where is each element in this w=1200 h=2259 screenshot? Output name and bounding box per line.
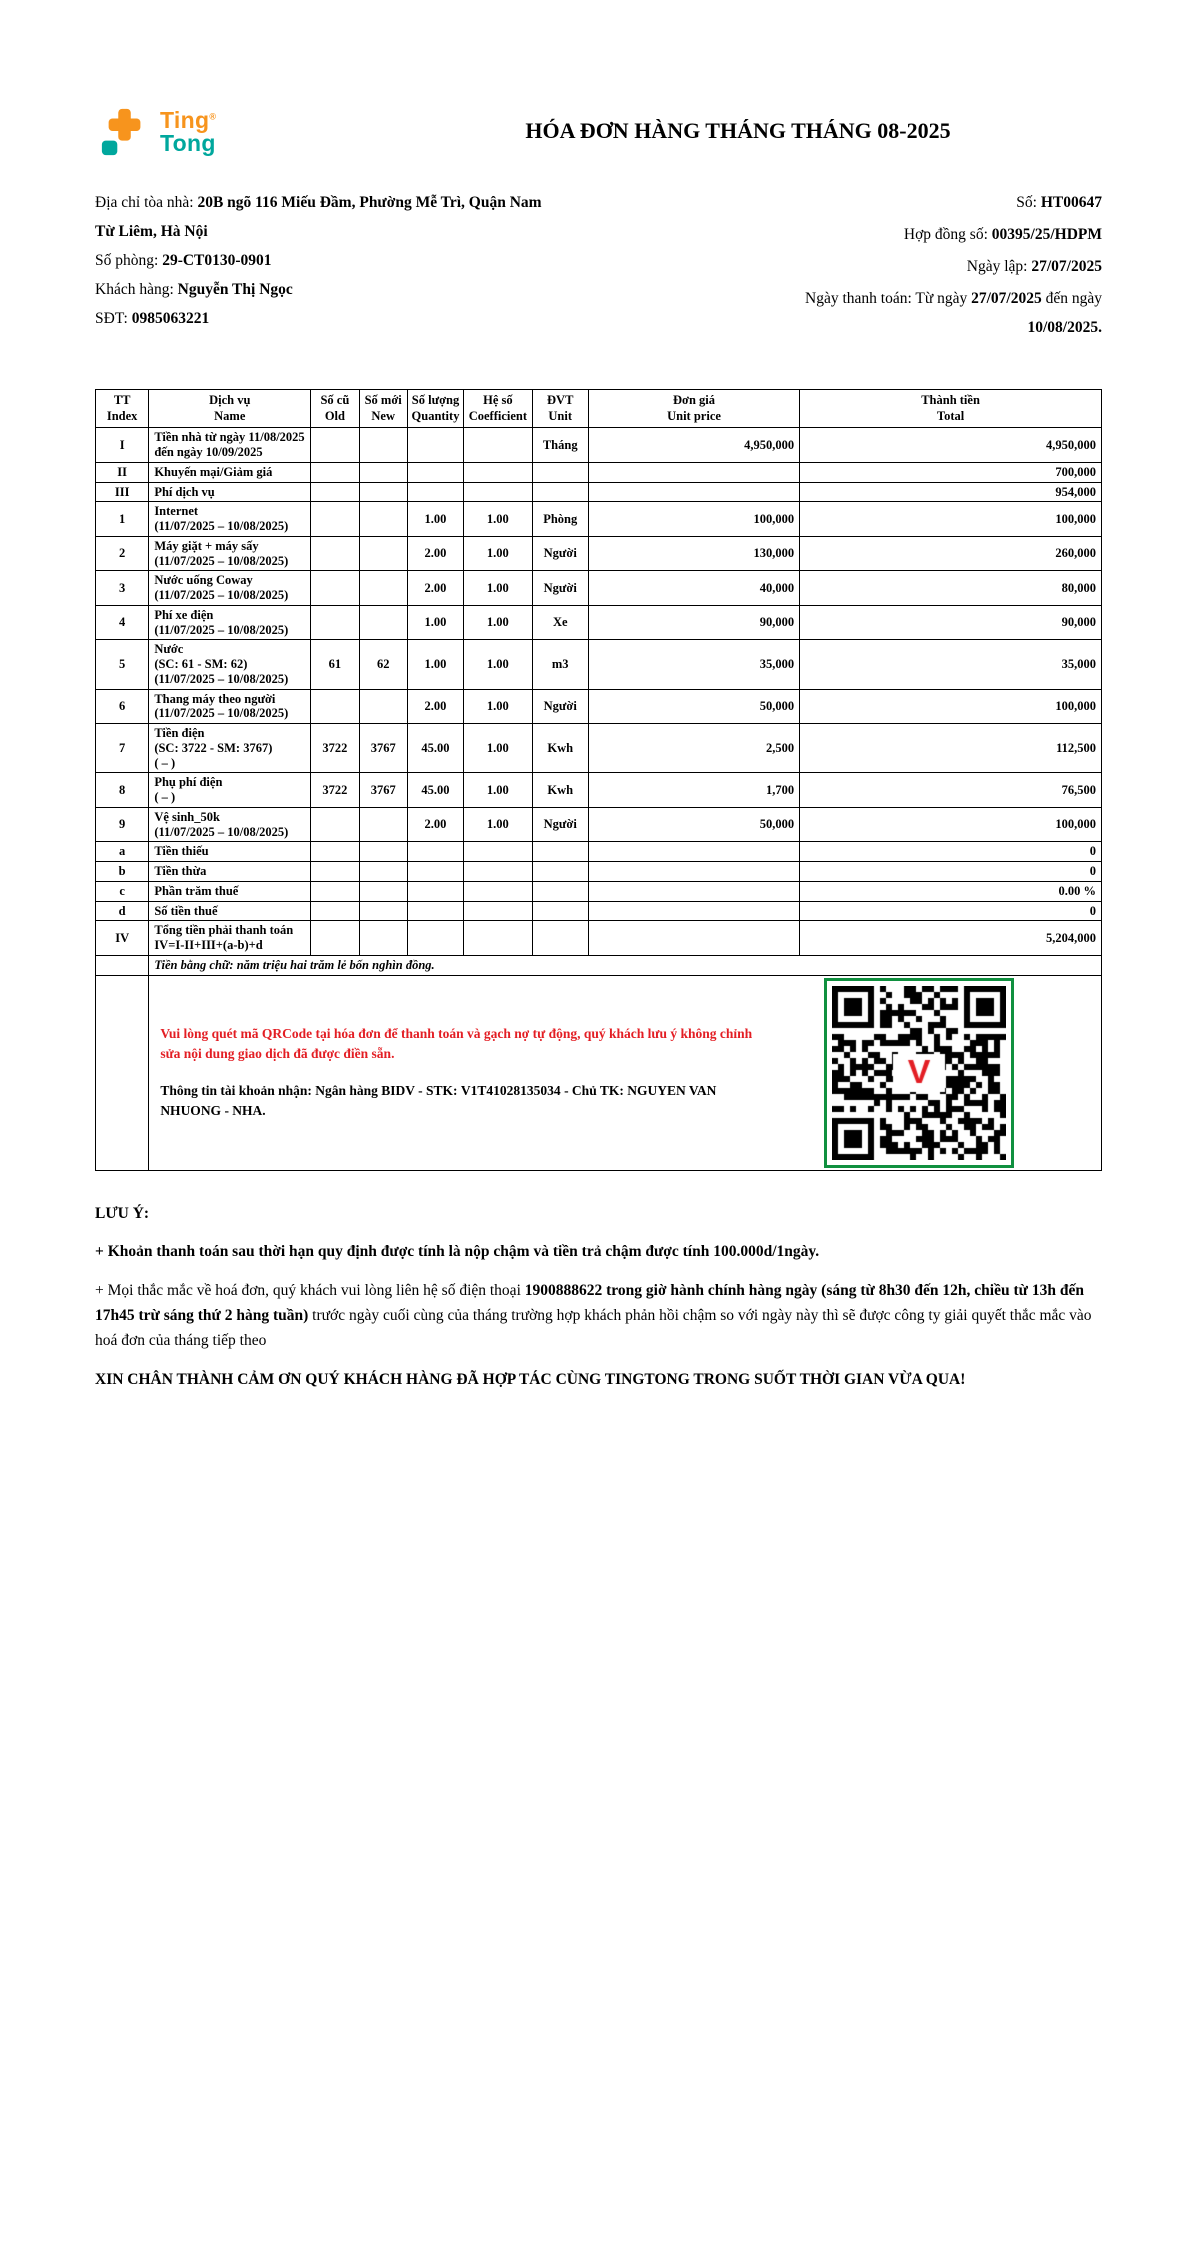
cell-total: 100,000 (800, 502, 1102, 537)
service-name-line: đến ngày 10/09/2025 (154, 445, 263, 459)
service-name-line: Tiền điện (154, 726, 205, 740)
column-header-index (96, 390, 149, 428)
cell-name (149, 571, 311, 606)
cell-total: 80,000 (800, 571, 1102, 606)
table-row (96, 724, 1102, 773)
logo-line-tong: Tong (160, 130, 216, 156)
cell-new (359, 536, 407, 571)
qr-code-frame (824, 978, 1014, 1168)
column-header-line: Old (324, 408, 345, 423)
table-row (96, 428, 1102, 463)
late-payment-note: + Khoản thanh toán sau thời hạn quy định được tính là nộp chậm và tiền trả chậm được tính 100.000d/1ngày. (95, 1242, 820, 1260)
cell-qty (407, 862, 463, 882)
cell-name (149, 482, 311, 502)
cell-new (359, 881, 407, 901)
cell-total: 0 (800, 862, 1102, 882)
service-name-line: (11/07/2025 – 10/08/2025) (154, 706, 289, 721)
cell-price: 90,000 (588, 605, 799, 640)
cell-price (588, 462, 799, 482)
cell-price: 35,000 (588, 640, 799, 689)
cell-index: 1 (96, 502, 149, 537)
table-row (96, 881, 1102, 901)
cell-old (311, 571, 359, 606)
cell-index: 3 (96, 571, 149, 606)
building-address (95, 188, 543, 246)
cell-coef (464, 428, 532, 463)
cell-qty: 2.00 (407, 807, 463, 842)
table-row (96, 862, 1102, 882)
value-text: 27/07/2025 (971, 290, 1042, 307)
column-header-line: Unit price (667, 408, 721, 423)
cell-index: IV (96, 921, 149, 956)
cell-new: 3767 (359, 724, 407, 773)
cell-unit: Kwh (532, 773, 588, 808)
service-name-line: (11/07/2025 – 10/08/2025) (154, 519, 289, 533)
cell-name (149, 807, 311, 842)
service-name-line: Internet (154, 504, 199, 519)
column-header-line: New (371, 408, 395, 423)
label-text: Ngày thanh toán: Từ ngày (805, 290, 972, 307)
qr-row (96, 975, 1102, 1170)
cell-coef (464, 462, 532, 482)
cell-coef: 1.00 (464, 502, 532, 537)
cell-old (311, 605, 359, 640)
cell-name (149, 881, 311, 901)
value-text: Nguyễn Thị Ngọc (177, 281, 293, 298)
cell-total: 260,000 (800, 536, 1102, 571)
customer-name (95, 275, 543, 304)
cell-total: 35,000 (800, 640, 1102, 689)
qr-instructions (154, 1024, 764, 1121)
table-row (96, 482, 1102, 502)
cell-price (588, 921, 799, 956)
table-row (96, 502, 1102, 537)
cell-index: I (96, 428, 149, 463)
table-row (96, 901, 1102, 921)
cell-old: 3722 (311, 724, 359, 773)
cell-new (359, 807, 407, 842)
cell-coef: 1.00 (464, 724, 532, 773)
cell-unit: Phòng (532, 502, 588, 537)
cell-coef (464, 881, 532, 901)
cell-name (149, 901, 311, 921)
cell-price (588, 881, 799, 901)
service-name-line: (11/07/2025 – 10/08/2025) (154, 671, 289, 686)
cell-new: 62 (359, 640, 407, 689)
invoice-number (757, 188, 1102, 217)
invoice-table-body (96, 428, 1102, 956)
cell-index: a (96, 842, 149, 862)
cell-old (311, 462, 359, 482)
column-header-line: Số mới (364, 393, 402, 407)
cell-price (588, 901, 799, 921)
amount-words-row (96, 955, 1102, 975)
column-header-unit (532, 390, 588, 428)
column-header-price (588, 390, 799, 428)
cell-unit: Xe (532, 605, 588, 640)
cell-old (311, 428, 359, 463)
cell-qty: 1.00 (407, 605, 463, 640)
cell-index: 6 (96, 689, 149, 724)
cell-unit (532, 921, 588, 956)
cell-index: 7 (96, 724, 149, 773)
customer-phone (95, 304, 543, 333)
table-row (96, 807, 1102, 842)
table-row (96, 773, 1102, 808)
cell-unit: Người (532, 536, 588, 571)
logo-line-ting (160, 106, 217, 133)
cell-qty (407, 482, 463, 502)
cell-qty: 2.00 (407, 536, 463, 571)
cell-price: 4,950,000 (588, 428, 799, 463)
value-text: 0985063221 (131, 310, 210, 327)
cell-unit (532, 482, 588, 502)
cell-new (359, 502, 407, 537)
service-name-line: Máy giặt + máy sấy (154, 538, 259, 553)
cell-name (149, 689, 311, 724)
value-text: 1900888622 trong giờ hành chính hàng ngày (sáng từ 8h30 đến 12h, chiều từ 13h đến 17h45 trừ sáng thứ 2 hàng tuần) (95, 1281, 1084, 1324)
cell-name (149, 605, 311, 640)
column-header-line: Số cũ (320, 393, 350, 407)
cell-price: 50,000 (588, 689, 799, 724)
value-text: 20B ngõ 116 Miếu Đầm, Phường Mễ Trì, Quận Nam Từ Liêm, Hà Nội (95, 194, 542, 240)
service-name-line: (SC: 61 - SM: 62) (154, 657, 248, 671)
column-header-new (359, 390, 407, 428)
cell-old (311, 921, 359, 956)
cell-new (359, 482, 407, 502)
table-row (96, 842, 1102, 862)
cell-new (359, 921, 407, 956)
cell-new: 3767 (359, 773, 407, 808)
cell-name (149, 773, 311, 808)
thanks-message: XIN CHÂN THÀNH CẢM ƠN QUÝ KHÁCH HÀNG ĐÃ HỢP TÁC CÙNG TINGTONG TRONG SUỐT THỜI GIAN VỪA QUA! (95, 1370, 966, 1388)
cell-total: 954,000 (800, 482, 1102, 502)
cell-old (311, 482, 359, 502)
table-row (96, 640, 1102, 689)
cell-coef: 1.00 (464, 571, 532, 606)
cell-qty: 45.00 (407, 724, 463, 773)
service-name-line: (11/07/2025 – 10/08/2025) (154, 553, 289, 568)
cell-qty (407, 428, 463, 463)
cell-coef: 1.00 (464, 536, 532, 571)
qr-layout (154, 978, 1096, 1168)
contract-number (757, 220, 1102, 249)
cell-coef: 1.00 (464, 605, 532, 640)
table-row (96, 605, 1102, 640)
amount-in-words (149, 955, 1102, 975)
service-name-line: Khuyến mại/Giảm giá (154, 464, 273, 479)
table-row (96, 689, 1102, 724)
amount-words-label: Tiền bằng chữ: (154, 957, 237, 972)
service-name-line: (11/07/2025 – 10/08/2025) (154, 622, 289, 637)
cell-coef: 1.00 (464, 689, 532, 724)
cell-name (149, 921, 311, 956)
service-name-line: Nước uống Coway (154, 573, 253, 588)
cell-price: 1,700 (588, 773, 799, 808)
service-name-line: Thang máy theo người (154, 691, 276, 706)
service-name-line: Tiền thiếu (154, 844, 209, 859)
cell-qty: 2.00 (407, 689, 463, 724)
value-text: NGUYEN VAN NHUONG - NHA. (160, 1082, 717, 1118)
value-text: 10/08/2025. (1027, 319, 1102, 336)
cell-total: 112,500 (800, 724, 1102, 773)
header (95, 106, 1102, 158)
cell-name (149, 842, 311, 862)
service-name-line: Tiền thừa (154, 864, 207, 878)
invoice-notes (95, 1205, 1102, 1392)
cell-old (311, 901, 359, 921)
cell-new (359, 571, 407, 606)
cell-index: 5 (96, 640, 149, 689)
service-name-line: Tiền nhà từ ngày 11/08/2025 (154, 430, 305, 445)
cell-index-empty (96, 955, 149, 975)
cell-name (149, 502, 311, 537)
value-text: 29-CT0130-0901 (162, 252, 272, 269)
service-name-line: (11/07/2025 – 10/08/2025) (154, 588, 289, 602)
cell-price (588, 842, 799, 862)
bank-account-info (160, 1081, 764, 1122)
service-name-line: Phụ phí điện (154, 775, 223, 790)
cell-index: 8 (96, 773, 149, 808)
cell-unit: Người (532, 571, 588, 606)
cell-total: 90,000 (800, 605, 1102, 640)
cell-price: 40,000 (588, 571, 799, 606)
cell-unit (532, 842, 588, 862)
cell-old: 3722 (311, 773, 359, 808)
qr-section (149, 975, 1102, 1170)
customer-info (95, 188, 543, 345)
cell-index: III (96, 482, 149, 502)
column-header-coef (464, 390, 532, 428)
cell-new (359, 462, 407, 482)
value-text: 00395/25/HDPM (991, 226, 1102, 243)
cell-unit: Tháng (532, 428, 588, 463)
column-header-old (311, 390, 359, 428)
invoice-table (95, 389, 1102, 1171)
table-row (96, 536, 1102, 571)
logo-ting-label: Ting (160, 106, 210, 133)
cell-price (588, 862, 799, 882)
cell-total: 100,000 (800, 689, 1102, 724)
label-text: Thông tin tài khoản nhận: Ngân hàng BIDV - STK: (160, 1082, 461, 1098)
service-name-line: Số tiền thuế (154, 903, 218, 918)
cell-new (359, 862, 407, 882)
cell-old (311, 807, 359, 842)
invoice-table-footer (96, 955, 1102, 1170)
room-number (95, 246, 543, 275)
cell-index: b (96, 862, 149, 882)
cell-unit: m3 (532, 640, 588, 689)
cell-coef (464, 862, 532, 882)
cell-new (359, 689, 407, 724)
invoice-meta (757, 188, 1102, 345)
cell-name (149, 462, 311, 482)
qr-code (832, 986, 1006, 1160)
cell-old (311, 862, 359, 882)
cell-qty: 1.00 (407, 640, 463, 689)
cell-name (149, 428, 311, 463)
cell-price: 100,000 (588, 502, 799, 537)
cell-qty: 2.00 (407, 571, 463, 606)
invoice-info (95, 188, 1102, 345)
cell-coef (464, 901, 532, 921)
label-text: Số: (1016, 194, 1041, 211)
cell-total: 0 (800, 842, 1102, 862)
label-text: Khách hàng: (95, 281, 178, 298)
cell-coef (464, 921, 532, 956)
column-header-line: TT (113, 393, 131, 407)
column-header-line: Name (214, 408, 246, 423)
cell-unit: Kwh (532, 724, 588, 773)
cell-price: 130,000 (588, 536, 799, 571)
tingtong-logo (95, 106, 216, 158)
cell-old (311, 881, 359, 901)
cell-old (311, 689, 359, 724)
label-text: Ngày lập: (966, 258, 1032, 275)
cell-old (311, 536, 359, 571)
cell-new (359, 901, 407, 921)
service-name-line: Phí dịch vụ (154, 484, 215, 499)
column-header-line: ĐVT (547, 393, 574, 407)
service-name-line: (11/07/2025 – 10/08/2025) (154, 824, 289, 839)
cell-new (359, 842, 407, 862)
column-header-line: Quantity (411, 408, 460, 423)
cell-total: 700,000 (800, 462, 1102, 482)
value-text: 27/07/2025 (1031, 258, 1102, 275)
hotline-note (95, 1278, 1102, 1353)
table-row (96, 571, 1102, 606)
cell-total: 100,000 (800, 807, 1102, 842)
cell-unit: Người (532, 689, 588, 724)
invoice-table-head-row (96, 390, 1102, 428)
cell-qty: 45.00 (407, 773, 463, 808)
cell-unit (532, 462, 588, 482)
cell-unit (532, 862, 588, 882)
cell-coef (464, 482, 532, 502)
registered-mark: ® (209, 110, 217, 121)
tingtong-logo-icon (99, 106, 151, 158)
cell-total: 0 (800, 901, 1102, 921)
cell-total: 5,204,000 (800, 921, 1102, 956)
label-text: + Mọi thắc mắc về hoá đơn, quý khách vui lòng liên hệ số điện thoại (95, 1281, 525, 1299)
amount-words-value: năm triệu hai trăm lẻ bốn nghìn đồng. (236, 957, 435, 972)
label-text: Địa chỉ tòa nhà: (95, 194, 198, 211)
qr-payment-note: Vui lòng quét mã QRCode tại hóa đơn để thanh toán và gạch nợ tự động, quý khách lưu ý không chỉnh sửa nội dung giao dịch đã được điền sẵn. (160, 1026, 753, 1062)
issue-date (757, 252, 1102, 281)
cell-coef: 1.00 (464, 773, 532, 808)
column-header-line: Số lượng (411, 393, 460, 407)
service-name-line: Tổng tiền phải thanh toán (154, 923, 294, 938)
column-header-name (149, 390, 311, 428)
cell-old (311, 502, 359, 537)
cell-coef: 1.00 (464, 640, 532, 689)
service-name-line: (SC: 3722 - SM: 3767) (154, 740, 273, 755)
cell-index: d (96, 901, 149, 921)
cell-unit (532, 901, 588, 921)
cell-name (149, 536, 311, 571)
column-header-line: Total (936, 408, 965, 423)
cell-qty (407, 881, 463, 901)
cell-name (149, 640, 311, 689)
service-name-line: ( – ) (154, 755, 176, 770)
column-header-total (800, 390, 1102, 428)
service-name-line: Nước (154, 642, 184, 657)
label-text: trước ngày cuối cùng của tháng trường hợp khách phản hồi chậm so với ngày này thì sẽ được công ty giải quyết thắc mắc vào hoá đơn của tháng tiếp theo (95, 1306, 1092, 1349)
cell-qty (407, 901, 463, 921)
cell-old: 61 (311, 640, 359, 689)
cell-total: 76,500 (800, 773, 1102, 808)
label-text: đến ngày (1041, 290, 1102, 307)
invoice-content (95, 0, 1102, 1392)
tingtong-logo-text (160, 106, 217, 156)
table-row (96, 462, 1102, 482)
cell-index: 4 (96, 605, 149, 640)
column-header-line: Unit (548, 408, 573, 423)
cell-index: 9 (96, 807, 149, 842)
service-name-line: ( – ) (154, 790, 176, 804)
cell-price: 2,500 (588, 724, 799, 773)
cell-unit: Người (532, 807, 588, 842)
service-name-line: Phí xe điện (154, 607, 214, 622)
cell-total: 0.00 % (800, 881, 1102, 901)
service-name-line: IV=I-II+III+(a-b)+d (154, 938, 263, 952)
cell-qty: 1.00 (407, 502, 463, 537)
cell-new (359, 428, 407, 463)
column-header-line: Coefficient (468, 408, 528, 423)
value-text: HT00647 (1040, 194, 1102, 211)
label-text: SĐT: (95, 310, 132, 327)
cell-coef: 1.00 (464, 807, 532, 842)
cell-index: II (96, 462, 149, 482)
cell-new (359, 605, 407, 640)
column-header-line: Index (106, 408, 138, 423)
cell-name (149, 862, 311, 882)
cell-coef (464, 842, 532, 862)
label-text: Số phòng: (95, 252, 163, 269)
service-name-line: Vệ sinh_50k (154, 809, 220, 824)
cell-total: 4,950,000 (800, 428, 1102, 463)
cell-old (311, 842, 359, 862)
cell-index: c (96, 881, 149, 901)
cell-price (588, 482, 799, 502)
table-row (96, 921, 1102, 956)
cell-name (149, 724, 311, 773)
column-header-line: Dịch vụ (209, 393, 251, 407)
cell-unit (532, 881, 588, 901)
column-header-line: Đơn giá (673, 393, 716, 407)
invoice-table-head (96, 390, 1102, 428)
value-text: V1T41028135034 (460, 1082, 561, 1098)
invoice-title: HÓA ĐƠN HÀNG THÁNG THÁNG 08-2025 (525, 118, 951, 143)
cell-price: 50,000 (588, 807, 799, 842)
cell-qty (407, 842, 463, 862)
service-name-line: Phần trăm thuế (154, 883, 239, 898)
cell-index-empty (96, 975, 149, 1170)
payment-period (757, 284, 1102, 342)
cell-qty (407, 921, 463, 956)
column-header-qty (407, 390, 463, 428)
notes-heading: LƯU Ý: (95, 1204, 150, 1222)
label-text: Hợp đồng số: (903, 226, 992, 243)
cell-index: 2 (96, 536, 149, 571)
column-header-line: Hệ số (483, 393, 513, 407)
cell-qty (407, 462, 463, 482)
label-text: - Chủ TK: (560, 1082, 628, 1098)
column-header-line: Thành tiền (921, 393, 980, 407)
